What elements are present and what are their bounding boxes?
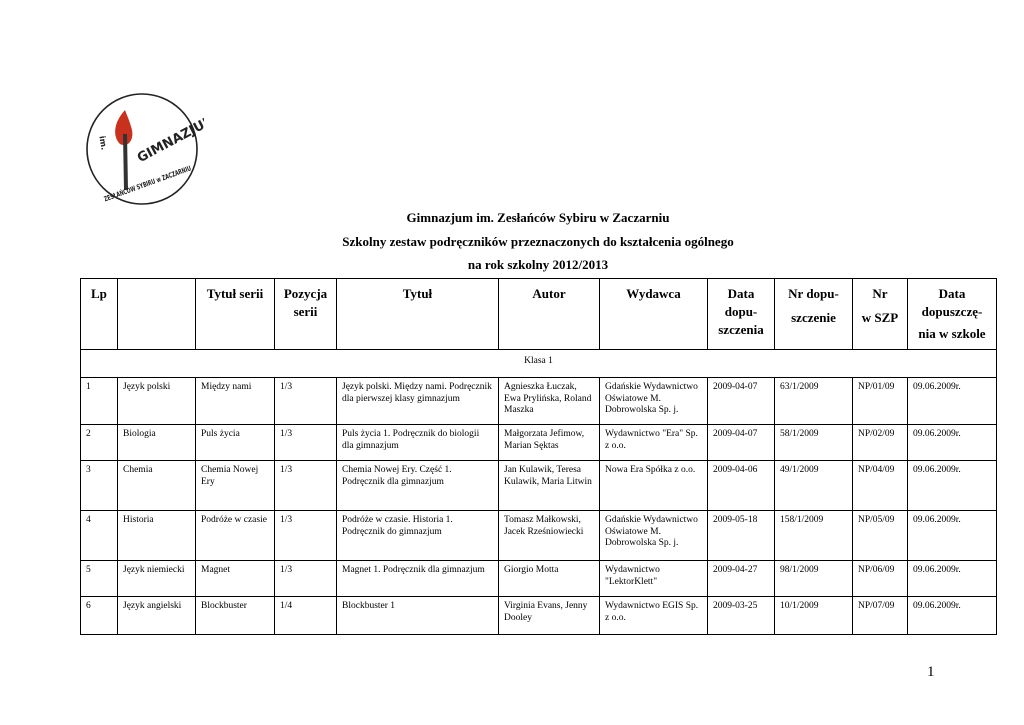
cell-school-date: 09.06.2009r. bbox=[908, 561, 997, 597]
cell-title: Magnet 1. Podręcznik dla gimnazjum bbox=[337, 561, 499, 597]
cell-nr: 63/1/2009 bbox=[775, 378, 853, 425]
table-row bbox=[81, 561, 997, 597]
header-position-line1: Pozycja bbox=[283, 286, 328, 301]
cell-title: Chemia Nowej Ery. Część 1. Podręcznik dla gimnazjum bbox=[337, 461, 499, 511]
header-school-date-line2: dopuszczę- bbox=[921, 304, 983, 319]
cell-lp: 3 bbox=[81, 461, 118, 511]
cell-series: Podróże w czasie bbox=[196, 511, 275, 561]
header-series: Tytuł serii bbox=[196, 279, 275, 350]
cell-date: 2009-04-27 bbox=[708, 561, 775, 597]
cell-szp: NP/01/09 bbox=[853, 378, 908, 425]
cell-publisher: Wydawnictwo "Era" Sp. z o.o. bbox=[600, 425, 708, 461]
logo-text-bottom: ZESŁAŃCÓW SYBIRU w ZACZARNIU bbox=[103, 148, 204, 204]
class-label: Klasa 1 bbox=[81, 350, 997, 378]
cell-nr: 98/1/2009 bbox=[775, 561, 853, 597]
cell-subject: Biologia bbox=[118, 425, 196, 461]
table-row bbox=[81, 461, 997, 511]
cell-author: Giorgio Motta bbox=[499, 561, 600, 597]
cell-author: Tomasz Małkowski, Jacek Rześniowiecki bbox=[499, 511, 600, 561]
cell-publisher: Nowa Era Spółka z o.o. bbox=[600, 461, 708, 511]
cell-lp: 2 bbox=[81, 425, 118, 461]
cell-publisher: Gdańskie Wydawnictwo Oświatowe M. Dobrowolska Sp. j. bbox=[600, 378, 708, 425]
heading-school-name: Gimnazjum im. Zesłańców Sybiru w Zaczarniu bbox=[406, 210, 670, 225]
header-position-line2: serii bbox=[293, 304, 318, 319]
cell-lp: 5 bbox=[81, 561, 118, 597]
cell-szp: NP/07/09 bbox=[853, 597, 908, 635]
table-header-row bbox=[81, 279, 997, 350]
cell-school-date: 09.06.2009r. bbox=[908, 425, 997, 461]
header-school-date-line1: Data bbox=[938, 286, 966, 301]
header-school-date-line3: nia w szkole bbox=[918, 326, 986, 341]
cell-author: Virginia Evans, Jenny Dooley bbox=[499, 597, 600, 635]
header-position bbox=[275, 279, 337, 350]
header-school-date bbox=[908, 279, 997, 350]
cell-subject: Język polski bbox=[118, 378, 196, 425]
textbook-table bbox=[80, 278, 997, 635]
header-date-line1: Data bbox=[727, 286, 755, 301]
cell-szp: NP/02/09 bbox=[853, 425, 908, 461]
cell-date: 2009-03-25 bbox=[708, 597, 775, 635]
cell-subject: Chemia bbox=[118, 461, 196, 511]
class-row bbox=[81, 350, 997, 378]
logo-text-prefix: im. bbox=[97, 135, 109, 151]
header-publisher: Wydawca bbox=[600, 279, 708, 350]
header-subject bbox=[118, 279, 196, 350]
cell-series: Puls życia bbox=[196, 425, 275, 461]
header-author: Autor bbox=[499, 279, 600, 350]
logo-text-top: GIMNAZJUM bbox=[134, 111, 204, 166]
cell-author: Małgorzata Jefimow, Marian Sęktas bbox=[499, 425, 600, 461]
cell-nr: 49/1/2009 bbox=[775, 461, 853, 511]
cell-school-date: 09.06.2009r. bbox=[908, 597, 997, 635]
page-number: 1 bbox=[927, 664, 935, 680]
cell-series: Blockbuster bbox=[196, 597, 275, 635]
cell-school-date: 09.06.2009r. bbox=[908, 461, 997, 511]
cell-title: Puls życia 1. Podręcznik do biologii dla gimnazjum bbox=[337, 425, 499, 461]
torch-flame-logo-icon bbox=[80, 90, 204, 208]
cell-position: 1/4 bbox=[275, 597, 337, 635]
heading-school-year: na rok szkolny 2012/2013 bbox=[467, 257, 609, 272]
header-nr bbox=[775, 279, 853, 350]
cell-nr: 58/1/2009 bbox=[775, 425, 853, 461]
cell-school-date: 09.06.2009r. bbox=[908, 378, 997, 425]
header-date-line2: dopu- bbox=[724, 304, 758, 319]
table-row bbox=[81, 597, 997, 635]
cell-publisher: Wydawnictwo "LektorKlett" bbox=[600, 561, 708, 597]
cell-author: Agnieszka Łuczak, Ewa Prylińska, Roland Maszka bbox=[499, 378, 600, 425]
header-szp-line1: Nr bbox=[872, 286, 888, 301]
header-lp: Lp bbox=[81, 279, 118, 350]
heading-subtitle: Szkolny zestaw podręczników przeznaczonych do kształcenia ogólnego bbox=[342, 234, 734, 249]
cell-szp: NP/04/09 bbox=[853, 461, 908, 511]
cell-subject: Historia bbox=[118, 511, 196, 561]
header-title: Tytuł bbox=[337, 279, 499, 350]
cell-publisher: Wydawnictwo EGIS Sp. z o.o. bbox=[600, 597, 708, 635]
table-row bbox=[81, 511, 997, 561]
header-szp-line2: w SZP bbox=[861, 310, 899, 325]
cell-position: 1/3 bbox=[275, 561, 337, 597]
cell-lp: 6 bbox=[81, 597, 118, 635]
cell-title: Blockbuster 1 bbox=[337, 597, 499, 635]
cell-position: 1/3 bbox=[275, 425, 337, 461]
cell-date: 2009-04-07 bbox=[708, 425, 775, 461]
table-row bbox=[81, 425, 997, 461]
cell-series: Chemia Nowej Ery bbox=[196, 461, 275, 511]
cell-lp: 4 bbox=[81, 511, 118, 561]
cell-position: 1/3 bbox=[275, 461, 337, 511]
cell-publisher: Gdańskie Wydawnictwo Oświatowe M. Dobrowolska Sp. j. bbox=[600, 511, 708, 561]
header-date bbox=[708, 279, 775, 350]
cell-date: 2009-04-06 bbox=[708, 461, 775, 511]
cell-position: 1/3 bbox=[275, 511, 337, 561]
cell-subject: Język angielski bbox=[118, 597, 196, 635]
cell-series: Magnet bbox=[196, 561, 275, 597]
cell-subject: Język niemiecki bbox=[118, 561, 196, 597]
cell-author: Jan Kulawik, Teresa Kulawik, Maria Litwin bbox=[499, 461, 600, 511]
cell-position: 1/3 bbox=[275, 378, 337, 425]
header-date-line3: szczenia bbox=[718, 322, 764, 337]
cell-title: Podróże w czasie. Historia 1. Podręcznik do gimnazjum bbox=[337, 511, 499, 561]
cell-nr: 158/1/2009 bbox=[775, 511, 853, 561]
school-logo bbox=[80, 90, 204, 208]
header-szp bbox=[853, 279, 908, 350]
cell-title: Język polski. Między nami. Podręcznik dla pierwszej klasy gimnazjum bbox=[337, 378, 499, 425]
table-row bbox=[81, 378, 997, 425]
cell-school-date: 09.06.2009r. bbox=[908, 511, 997, 561]
cell-series: Między nami bbox=[196, 378, 275, 425]
cell-nr: 10/1/2009 bbox=[775, 597, 853, 635]
cell-date: 2009-05-18 bbox=[708, 511, 775, 561]
cell-lp: 1 bbox=[81, 378, 118, 425]
cell-szp: NP/05/09 bbox=[853, 511, 908, 561]
cell-date: 2009-04-07 bbox=[708, 378, 775, 425]
cell-szp: NP/06/09 bbox=[853, 561, 908, 597]
header-nr-line1: Nr dopu- bbox=[788, 286, 839, 301]
header-nr-line2: szczenie bbox=[791, 310, 836, 325]
